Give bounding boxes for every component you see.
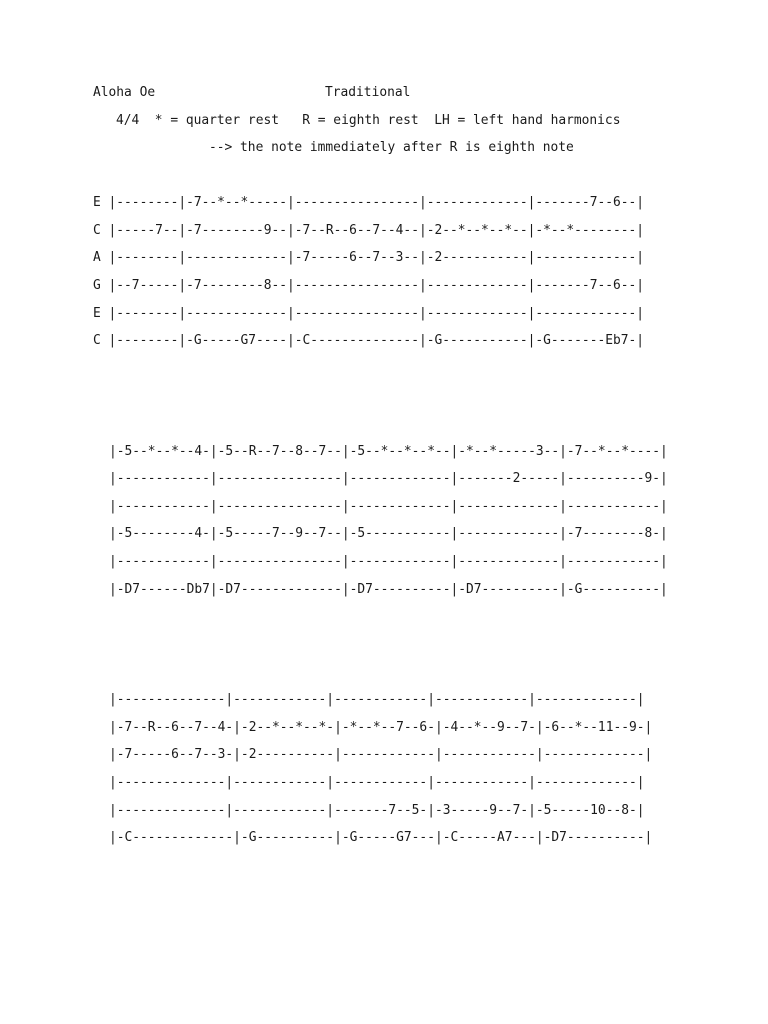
song-title: Aloha Oe (93, 85, 156, 100)
tab-line: |-5--------4-|-5-----7--9--7--|-5-----------|-------------|-7--------8-| (109, 526, 668, 541)
tab-line: |-7-----6--7--3-|-2----------|------------|------------|-------------| (109, 747, 653, 762)
chord-line: C |--------|-G-----G7----|-C--------------|-G-----------|-G-------Eb7-| (93, 333, 645, 348)
tab-line: E |--------|-------------|----------------|-------------|-------------| (93, 306, 645, 321)
tab-line: |------------|----------------|-------------|-------------|------------| (109, 499, 668, 514)
tab-line: |-7--R--6--7--4-|-2--*--*--*-|-*--*--7--6-|-4--*--9--7-|-6--*--11--9-| (109, 720, 653, 735)
tab-line: |--------------|------------|------------|------------|-------------| (109, 692, 645, 707)
chord-line: |-C-------------|-G----------|-G-----G7---|-C-----A7---|-D7----------| (109, 830, 653, 845)
chord-line: |-D7------Db7|-D7-------------|-D7----------|-D7----------|-G----------| (109, 582, 668, 597)
tab-line: C |-----7--|-7--------9--|-7--R--6--7--4--|-2--*--*--*--|-*--*--------| (93, 223, 645, 238)
song-author: Traditional (325, 85, 411, 100)
tab-line: |------------|----------------|-------------|-------2-----|----------9-| (109, 471, 668, 486)
eighth-note-note: --> the note immediately after R is eighth note (209, 140, 574, 155)
tab-line: |--------------|------------|-------7--5-|-3-----9--7-|-5-----10--8-| (109, 803, 645, 818)
notation-legend: 4/4 * = quarter rest R = eighth rest LH = left hand harmonics (116, 113, 621, 128)
tab-line: |------------|----------------|-------------|-------------|------------| (109, 554, 668, 569)
tab-line: A |--------|-------------|-7-----6--7--3--|-2-----------|-------------| (93, 250, 645, 265)
tab-line: E |--------|-7--*--*-----|----------------|-------------|-------7--6--| (93, 195, 645, 210)
tab-line: G |--7-----|-7--------8--|----------------|-------------|-------7--6--| (93, 278, 645, 293)
tab-line: |--------------|------------|------------|------------|-------------| (109, 775, 645, 790)
tab-line: |-5--*--*--4-|-5--R--7--8--7--|-5--*--*--*--|-*--*-----3--|-7--*--*----| (109, 444, 668, 459)
